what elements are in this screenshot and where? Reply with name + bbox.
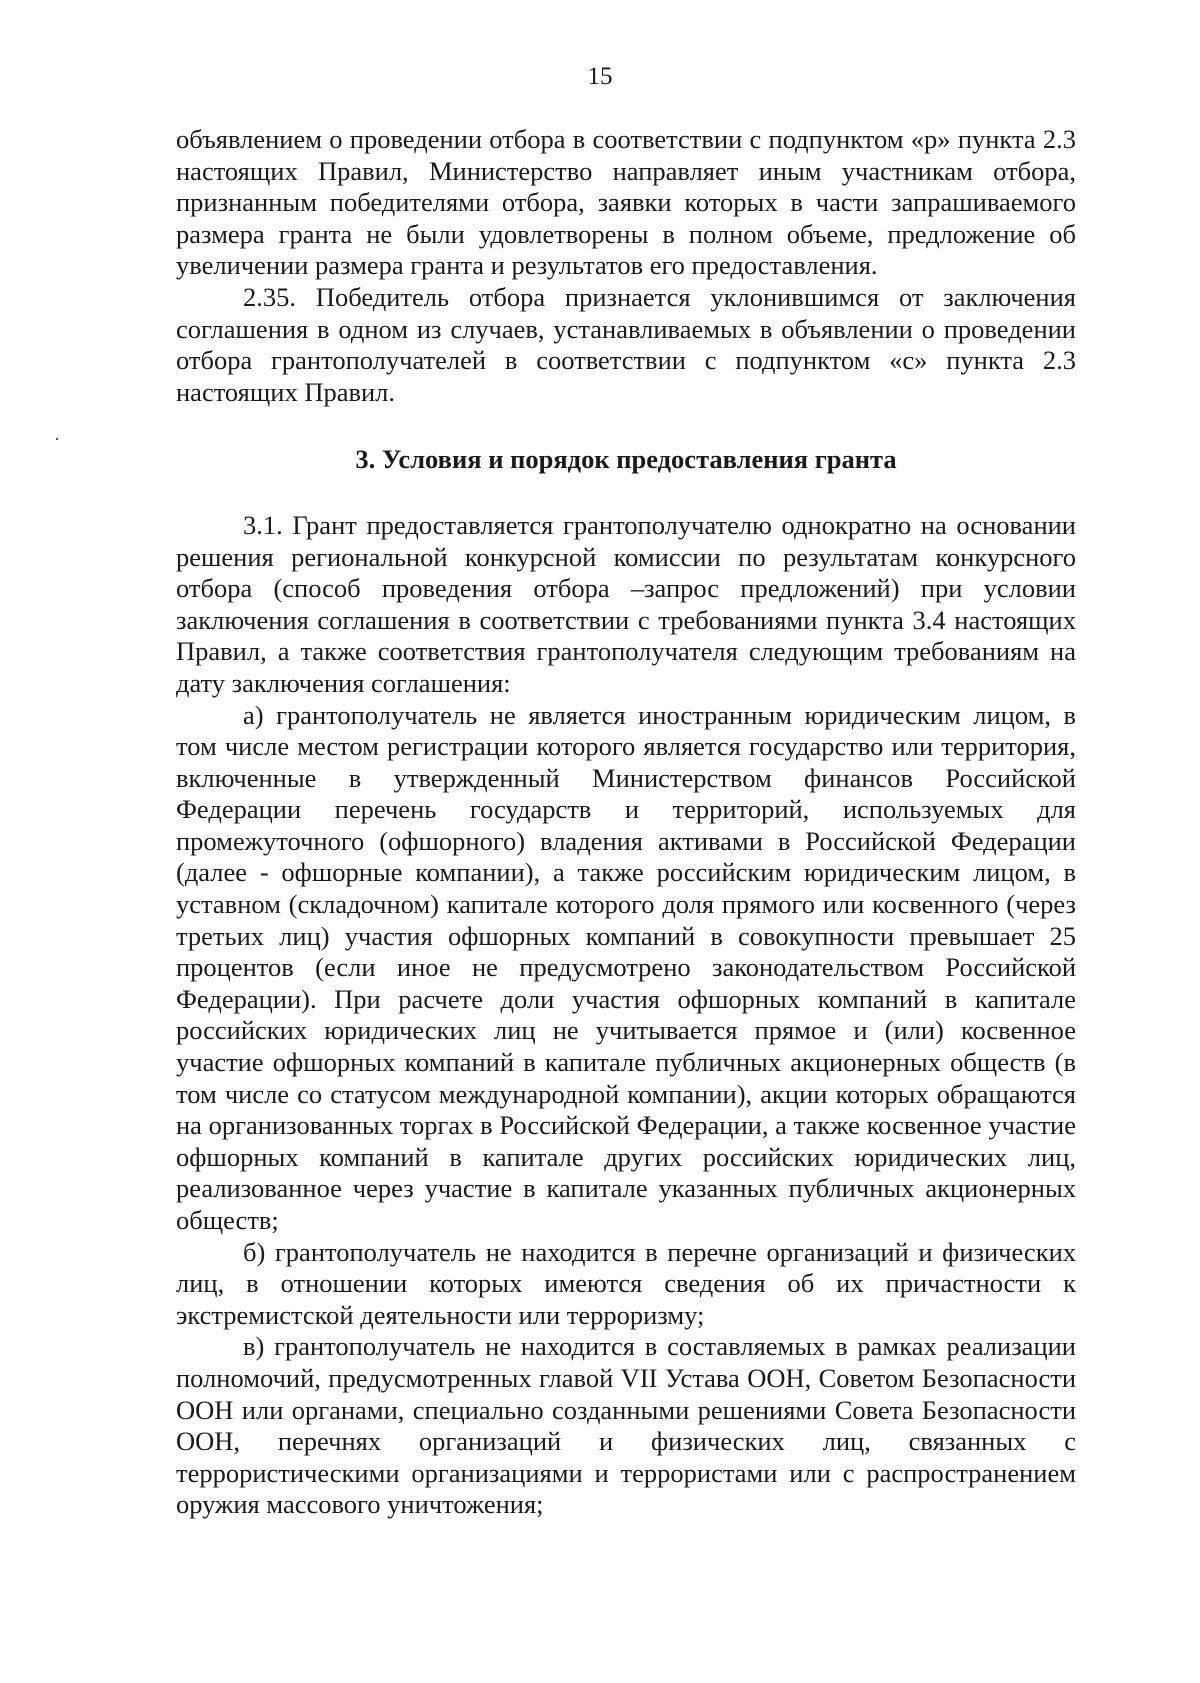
paragraph-item-v: в) грантополучатель не находится в составляемых в рамках реализации полномочий, предусмотренных главой VII Устава ООН, Советом Безопасности ООН или органами, специально созданными решениями Совета Безопасности ООН, перечнях организаций и физических лиц, связанных с террористическими организациями и террористами или с распространением оружия массового уничтожения;: [176, 1331, 1076, 1520]
scan-margin-mark: [56, 438, 58, 440]
paragraph-item-a: а) грантополучатель не является иностранным юридическим лицом, в том числе местом регистрации которого является государство или территория, включенные в утвержденный Министерством финансов Российской Федерации перечень государств и территорий, используемых для промежуточного (офшорного) владения активами в Российской Федерации (далее - офшорные компании), а также российским юридическим лицом, в уставном (складочном) капитале которого доля прямого или косвенного (через третьих лиц) участия офшорных компаний в совокупности превышает 25 процентов (если иное не предусмотрено законодательством Российской Федерации). При расчете доли участия офшорных компаний в капитале российских юридических лиц не учитывается прямое и (или) косвенное участие офшорных компаний в капитале публичных акционерных обществ (в том числе со статусом международной компании), акции которых обращаются на организованных торгах в Российской Федерации, а также косвенное участие офшорных компаний в капитале других российских юридических лиц, реализованное через участие в капитале указанных публичных акционерных обществ;: [176, 699, 1076, 1235]
section-heading: 3. Условия и порядок предоставления гранта: [355, 444, 897, 475]
paragraph-2-35: 2.35. Победитель отбора признается уклонившимся от заключения соглашения в одном из случаев, устанавливаемых в объявлении о проведении отбора грантополучателей в соответствии с подпунктом «с» пункта 2.3 настоящих Правил.: [176, 281, 1076, 407]
paragraph-continuation: объявлением о проведении отбора в соответствии с подпунктом «р» пункта 2.3 настоящих Правил, Министерство направляет иным участникам отбора, признанным победителями отбора, заявки которых в части запрашиваемого размера гранта не были удовлетворены в полном объеме, предложение об увеличении размера гранта и результатов его предоставления.: [176, 124, 1076, 281]
page-number: 15: [587, 63, 613, 90]
paragraph-3-1: 3.1. Грант предоставляется грантополучателю однократно на основании решения региональной конкурсной комиссии по результатам конкурсного отбора (способ проведения отбора –запрос предложений) при условии заключения соглашения в соответствии с требованиями пункта 3.4 настоящих Правил, а также соответствия грантополучателя следующим требованиям на дату заключения соглашения:: [176, 509, 1076, 698]
document-body: [176, 124, 1076, 1521]
paragraph-item-b: б) грантополучатель не находится в перечне организаций и физических лиц, в отношении которых имеются сведения об их причастности к экстремистской деятельности или терроризму;: [176, 1236, 1076, 1330]
